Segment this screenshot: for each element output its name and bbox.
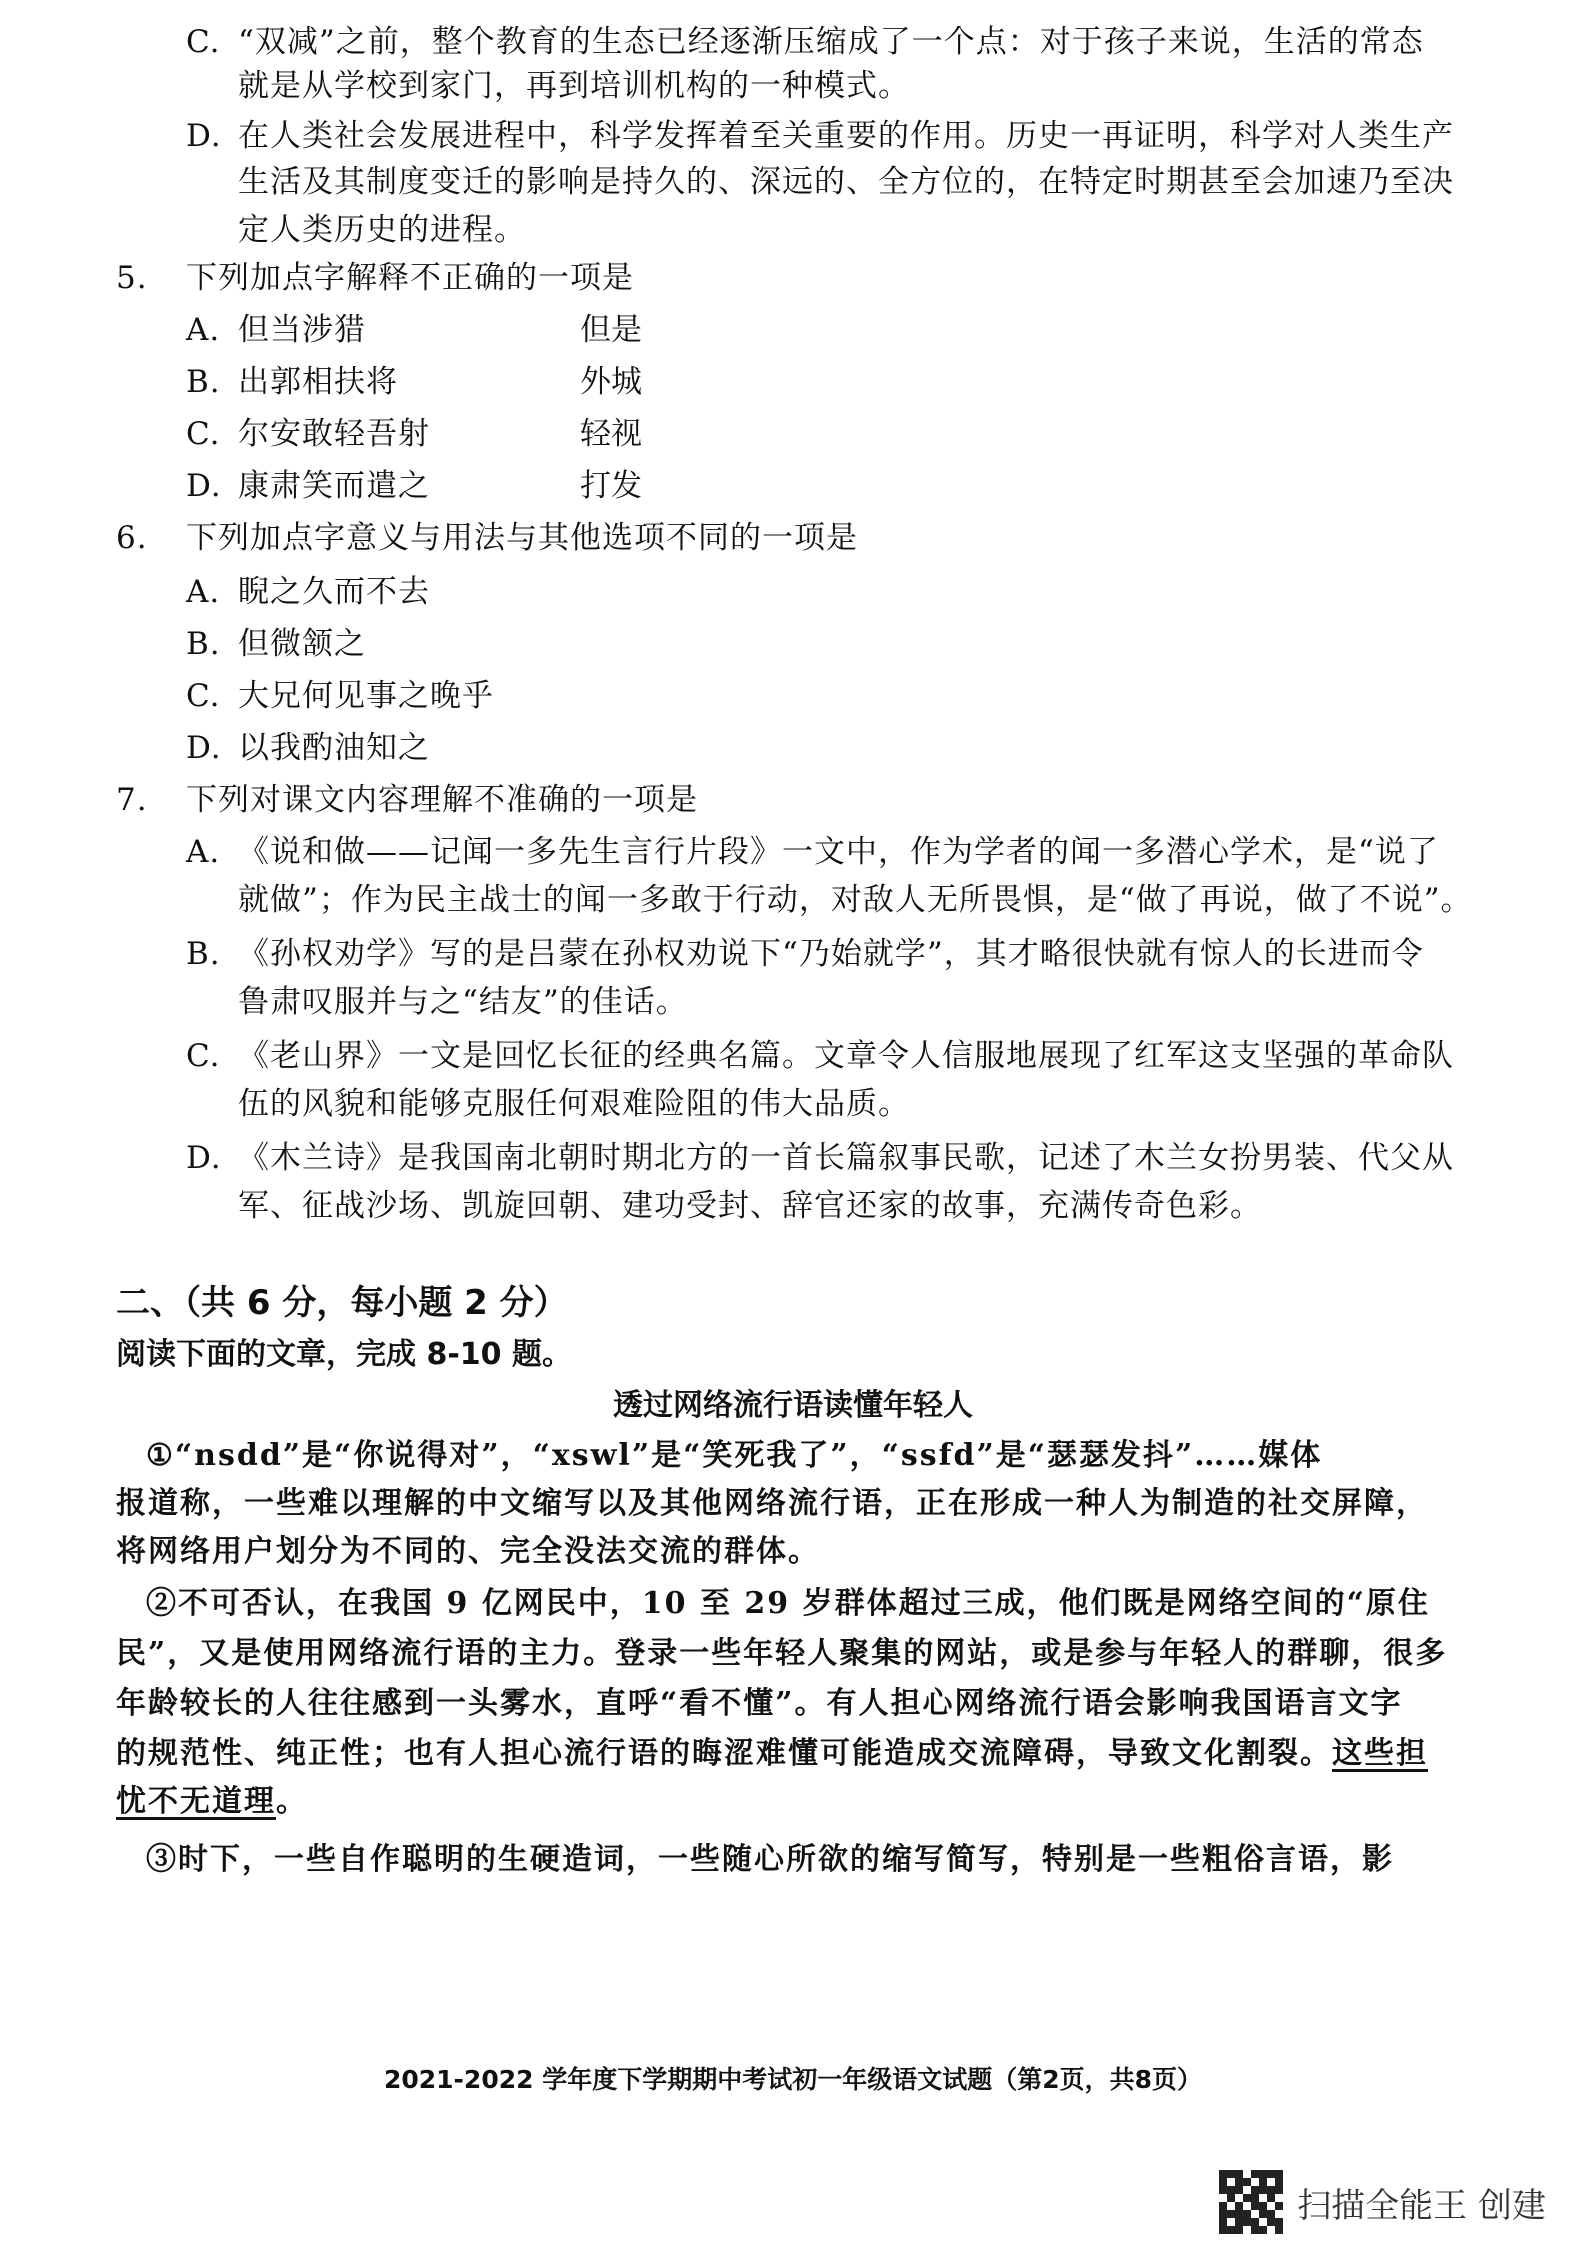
option-label: D. [186,118,222,154]
q4-option-c-cont: 就是从学校到家门，再到培训机构的一种模式。 [238,68,910,104]
q5-gloss-b: 外城 [580,364,642,400]
q6-option-a: A. 睨之久而不去 [186,574,430,610]
q5-option-c: C. 尔安敢轻吾射 [186,416,430,452]
q5-number: 5. [116,260,148,296]
paragraph-2-line-3: 年龄较长的人往往感到一头雾水，直呼“看不懂”。有人担心网络流行语会影响我国语言文字 [116,1686,1403,1721]
q5-gloss-d: 打发 [580,468,642,504]
q4-option-d-cont1: 生活及其制度变迁的影响是持久的、深远的、全方位的，在特定时期甚至会加速乃至决 [238,164,1454,200]
q7-option-c-cont: 伍的风貌和能够克服任何艰难险阻的伟大品质。 [238,1086,910,1122]
underlined-phrase: 这些担 [1332,1736,1428,1771]
q7-option-b: B. 《孙权劝学》写的是吕蒙在孙权劝说下“乃始就学”，其才略很快就有惊人的长进而令 [186,936,1424,972]
q4-option-c [186,22,1424,62]
q5-option-a: A. 但当涉猎 [186,312,366,348]
paragraph-2-line-2: 民”，又是使用网络流行语的主力。登录一些年轻人聚集的网站，或是参与年轻人的群聊，很多 [116,1636,1448,1671]
q7-option-a: A. 《说和做——记闻一多先生言行片段》一文中，作为学者的闻一多潜心学术，是“说了 [186,834,1439,870]
q5-option-d: D. 康肃笑而遣之 [186,468,430,504]
paragraph-2-line-4: 的规范性、纯正性；也有人担心流行语的晦涩难懂可能造成交流障碍，导致文化割裂。这些担 [116,1736,1428,1771]
watermark-text: 扫描全能王 创建 [1297,2185,1546,2226]
q7-option-d-cont: 军、征战沙场、凯旋回朝、建功受封、辞官还家的故事，充满传奇色彩。 [238,1188,1262,1224]
q6-option-c: C. 大兄何见事之晚乎 [186,678,494,714]
q7-option-d: D. 《木兰诗》是我国南北朝时期北方的一首长篇叙事民歌，记述了木兰女扮男装、代父从 [186,1140,1454,1176]
paragraph-1-line-1: ①“nsdd”是“你说得对”，“xswl”是“笑死我了”，“ssfd”是“瑟瑟发抖”……媒体 [146,1438,1323,1473]
option-label: C. [186,24,221,60]
q4-option-d-cont2: 定人类历史的进程。 [238,212,526,248]
paragraph-2-line-5: 忧不无道理。 [116,1784,308,1819]
q7-option-b-cont: 鲁肃叹服并与之“结友”的佳话。 [238,984,688,1020]
q7-option-c: C. 《老山界》一文是回忆长征的经典名篇。文章令人信服地展现了红军这支坚强的革命队 [186,1038,1454,1074]
q6-stem: 下列加点字意义与用法与其他选项不同的一项是 [186,520,858,556]
paragraph-1-line-3: 将网络用户划分为不同的、完全没法交流的群体。 [116,1534,820,1569]
q5-gloss-c: 轻视 [580,416,642,452]
q7-stem: 下列对课文内容理解不准确的一项是 [186,782,698,818]
qr-code-icon [1219,2170,1283,2234]
page-footer: 2021-2022 学年度下学期期中考试初一年级语文试题（第2页，共8页） [383,2065,1203,2094]
scanner-watermark [1219,2170,1546,2234]
option-text: “双减”之前，整个教育的生态已经逐渐压缩成了一个点：对于孩子来说，生活的常态 [238,24,1424,60]
underlined-phrase: 忧不无道理 [116,1784,276,1819]
section-heading: 二、（共 6 分，每小题 2 分） [116,1283,568,1323]
option-text: 在人类社会发展进程中，科学发挥着至关重要的作用。历史一再证明，科学对人类生产 [238,118,1454,154]
q5-option-b: B. 出郭相扶将 [186,364,398,400]
q6-option-b: B. 但微颔之 [186,626,366,662]
q7-option-a-cont: 就做”；作为民主战士的闻一多敢于行动，对敌人无所畏惧，是“做了再说，做了不说”。 [238,882,1473,918]
paragraph-1-line-2: 报道称，一些难以理解的中文缩写以及其他网络流行语，正在形成一种人为制造的社交屏障， [116,1486,1428,1521]
q6-option-d: D. 以我酌油知之 [186,730,430,766]
q7-number: 7. [116,782,148,818]
article-title: 透过网络流行语读懂年轻人 [613,1388,973,1423]
q5-stem: 下列加点字解释不正确的一项是 [186,260,634,296]
q4-option-d [186,116,1454,156]
paragraph-3-line-1: ③时下，一些自作聪明的生硬造词，一些随心所欲的缩写简写，特别是一些粗俗言语，影 [146,1842,1394,1877]
section-instruction: 阅读下面的文章，完成 8-10 题。 [116,1337,572,1372]
q5-gloss-a: 但是 [580,312,642,348]
paragraph-2-line-1: ②不可否认，在我国 9 亿网民中，10 至 29 岁群体超过三成，他们既是网络空间的“原住 [146,1586,1430,1621]
q6-number: 6. [116,520,148,556]
